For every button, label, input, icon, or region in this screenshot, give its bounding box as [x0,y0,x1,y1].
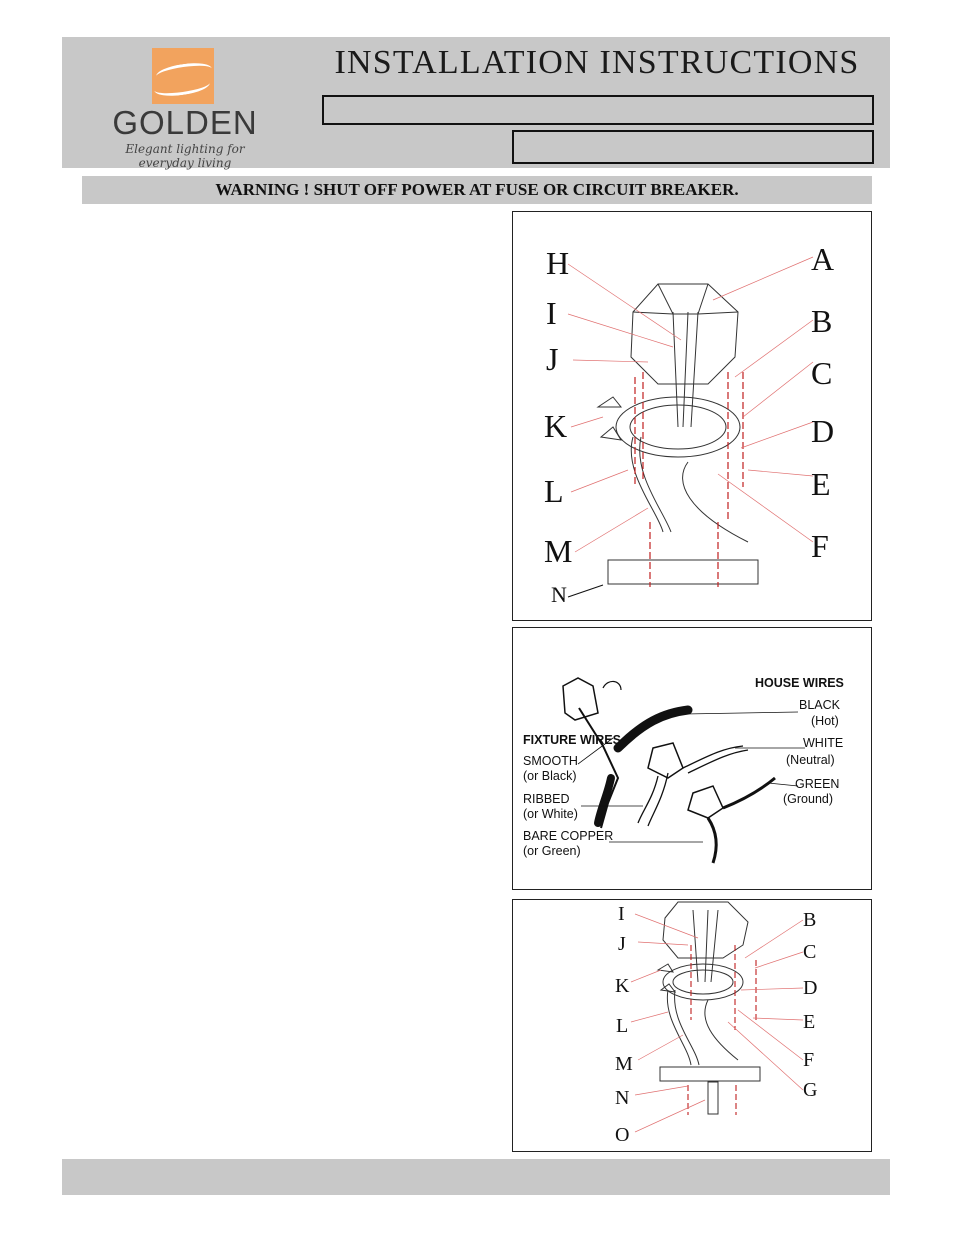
diagram-exploded-view [512,211,872,621]
label-l: L [616,1015,629,1037]
label-n: N [551,582,567,607]
label-l: L [544,473,564,509]
hot-label: (Hot) [811,714,839,728]
label-f: F [811,528,829,564]
label-d: D [811,413,835,449]
diagram-assembled-view [512,899,872,1152]
label-c: C [811,355,833,391]
warning-banner: WARNING ! SHUT OFF POWER AT FUSE OR CIRCUIT BREAKER. [82,176,872,204]
page-title: INSTALLATION INSTRUCTIONS [334,44,860,81]
label-g: G [803,1079,818,1101]
ground-label: (Ground) [783,792,834,806]
bare-copper-label: BARE COPPER [523,829,614,843]
label-d: D [803,977,818,999]
model-field [322,95,874,125]
label-b: B [811,303,833,339]
house-wires-heading: HOUSE WIRES [755,676,844,690]
or-black-label: (or Black) [523,769,577,783]
label-f: F [803,1049,815,1071]
label-e: E [803,1011,816,1033]
diagram-wiring [512,627,872,890]
white-label: WHITE [803,736,844,750]
golden-logo-icon [152,48,214,104]
brand-name: GOLDEN [112,104,258,141]
label-m: M [615,1053,633,1075]
or-white-label: (or White) [523,807,578,821]
neutral-label: (Neutral) [786,753,835,767]
label-a: A [811,241,835,277]
label-o: O [615,1124,630,1146]
label-e: E [811,466,831,502]
black-label: BLACK [799,698,840,712]
label-h: H [546,245,570,281]
label-j: J [546,341,559,377]
or-green-label: (or Green) [523,844,581,858]
smooth-label: SMOOTH [523,754,578,768]
item-field [512,130,874,164]
label-i: I [546,295,557,331]
green-label: GREEN [795,777,840,791]
label-k: K [615,975,630,997]
label-n: N [615,1087,630,1109]
ribbed-label: RIBBED [523,792,570,806]
brand-tagline: Elegant lighting for everyday living [125,142,245,170]
label-b: B [803,909,817,931]
label-c: C [803,941,817,963]
label-i: I [618,903,625,925]
golden-logo [100,46,270,170]
label-m: M [544,533,573,569]
label-k: K [544,408,568,444]
label-j: J [618,933,626,955]
footer-bar [62,1159,890,1195]
fixture-wires-heading: FIXTURE WIRES [523,733,621,747]
